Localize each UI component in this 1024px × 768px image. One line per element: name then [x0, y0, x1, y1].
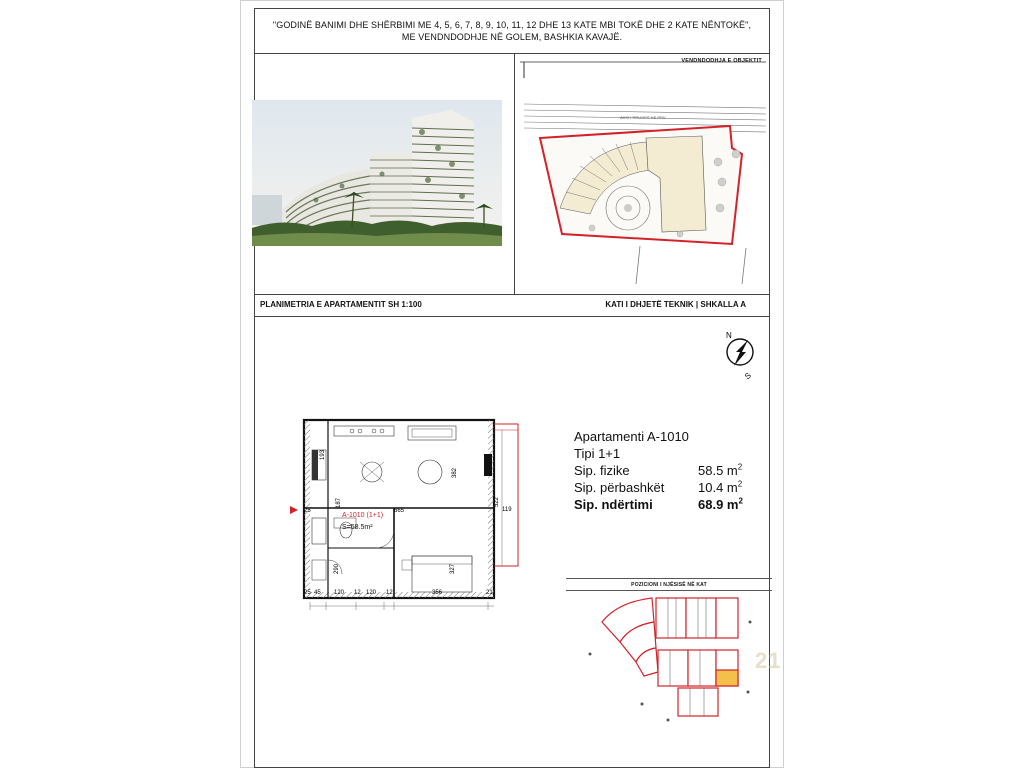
dim-522: 522 [494, 496, 500, 507]
title-block [254, 8, 770, 54]
area-row-built [574, 496, 774, 513]
title-line-1: "GODINË BANIMI DHE SHËRBIMI ME 4, 5, 6, 7, 8, 9, 10, 11, 12 DHE 13 KATE MBI TOKË DHE 2 KATE NËNTOKË", [272, 19, 752, 30]
key-plan-rule-top [566, 578, 772, 579]
dim-187: 187 [336, 497, 342, 508]
area-value: 58.5 $m^2$ [698, 462, 743, 478]
site-plan [520, 58, 766, 290]
compass-n: N [726, 331, 732, 340]
dim-665: 665 [394, 508, 405, 514]
unit-label: A-1010 (1+1) [342, 512, 384, 519]
vertical-divider [514, 54, 515, 294]
apartment-info [574, 428, 774, 513]
dim-327: 327 [450, 563, 456, 574]
floor-plan [290, 410, 540, 630]
apartment-name: Apartamenti A-1010 [574, 429, 689, 444]
apartment-type: Tipi 1+1 [574, 446, 621, 461]
site-plan-label: VENDNDODHJA E OBJEKTIT [681, 58, 762, 64]
road-label: AKSI I RRUGES NE PRV [620, 115, 666, 120]
dim-382: 382 [452, 467, 458, 478]
dim-b12b: 12 [386, 590, 393, 596]
dim-b120b: 120 [366, 590, 377, 596]
area-value: 10.4 $m^2$ [698, 479, 743, 495]
area-label: Sip. ndërtimi [574, 497, 653, 512]
watermark: 21 [755, 648, 782, 673]
dim-b356: 356 [432, 590, 443, 596]
area-row-physical [574, 462, 774, 479]
building-render [252, 100, 502, 246]
unit-area: S=58.5m² [342, 524, 373, 531]
key-plan-label: POZICIONI I NJËSISË NË KAT [631, 582, 707, 588]
area-label: Sip. përbashkët [574, 480, 665, 495]
dim-b45: 45 [314, 590, 321, 596]
dim-25-left: 25 [304, 508, 311, 514]
dim-b12a: 12 [354, 590, 361, 596]
area-row-shared [574, 479, 774, 496]
floor-title: KATI I DHJETË TEKNIK | SHKALLA A [605, 300, 746, 309]
title-line-2: ME VENDNDODHJE NË GOLEM, BASHKIA KAVAJË. [401, 31, 623, 42]
divider-top [254, 294, 770, 295]
dim-290: 290 [334, 563, 340, 574]
compass-s: S [743, 370, 753, 382]
dim-193: 193 [320, 449, 326, 460]
plan-title: PLANIMETRIA E APARTAMENTIT SH 1:100 [260, 300, 422, 309]
key-plan-rule-bottom [566, 590, 772, 591]
north-arrow [714, 322, 770, 382]
dim-b25: 25 [304, 590, 311, 596]
key-plan [572, 592, 784, 728]
dim-b120a: 120 [334, 590, 345, 596]
dim-119: 119 [502, 507, 512, 513]
divider-bottom [254, 316, 770, 317]
area-label: Sip. fizike [574, 463, 630, 478]
dim-b21: 21 [486, 590, 493, 596]
area-value: 68.9 $m^2$ [698, 496, 743, 512]
